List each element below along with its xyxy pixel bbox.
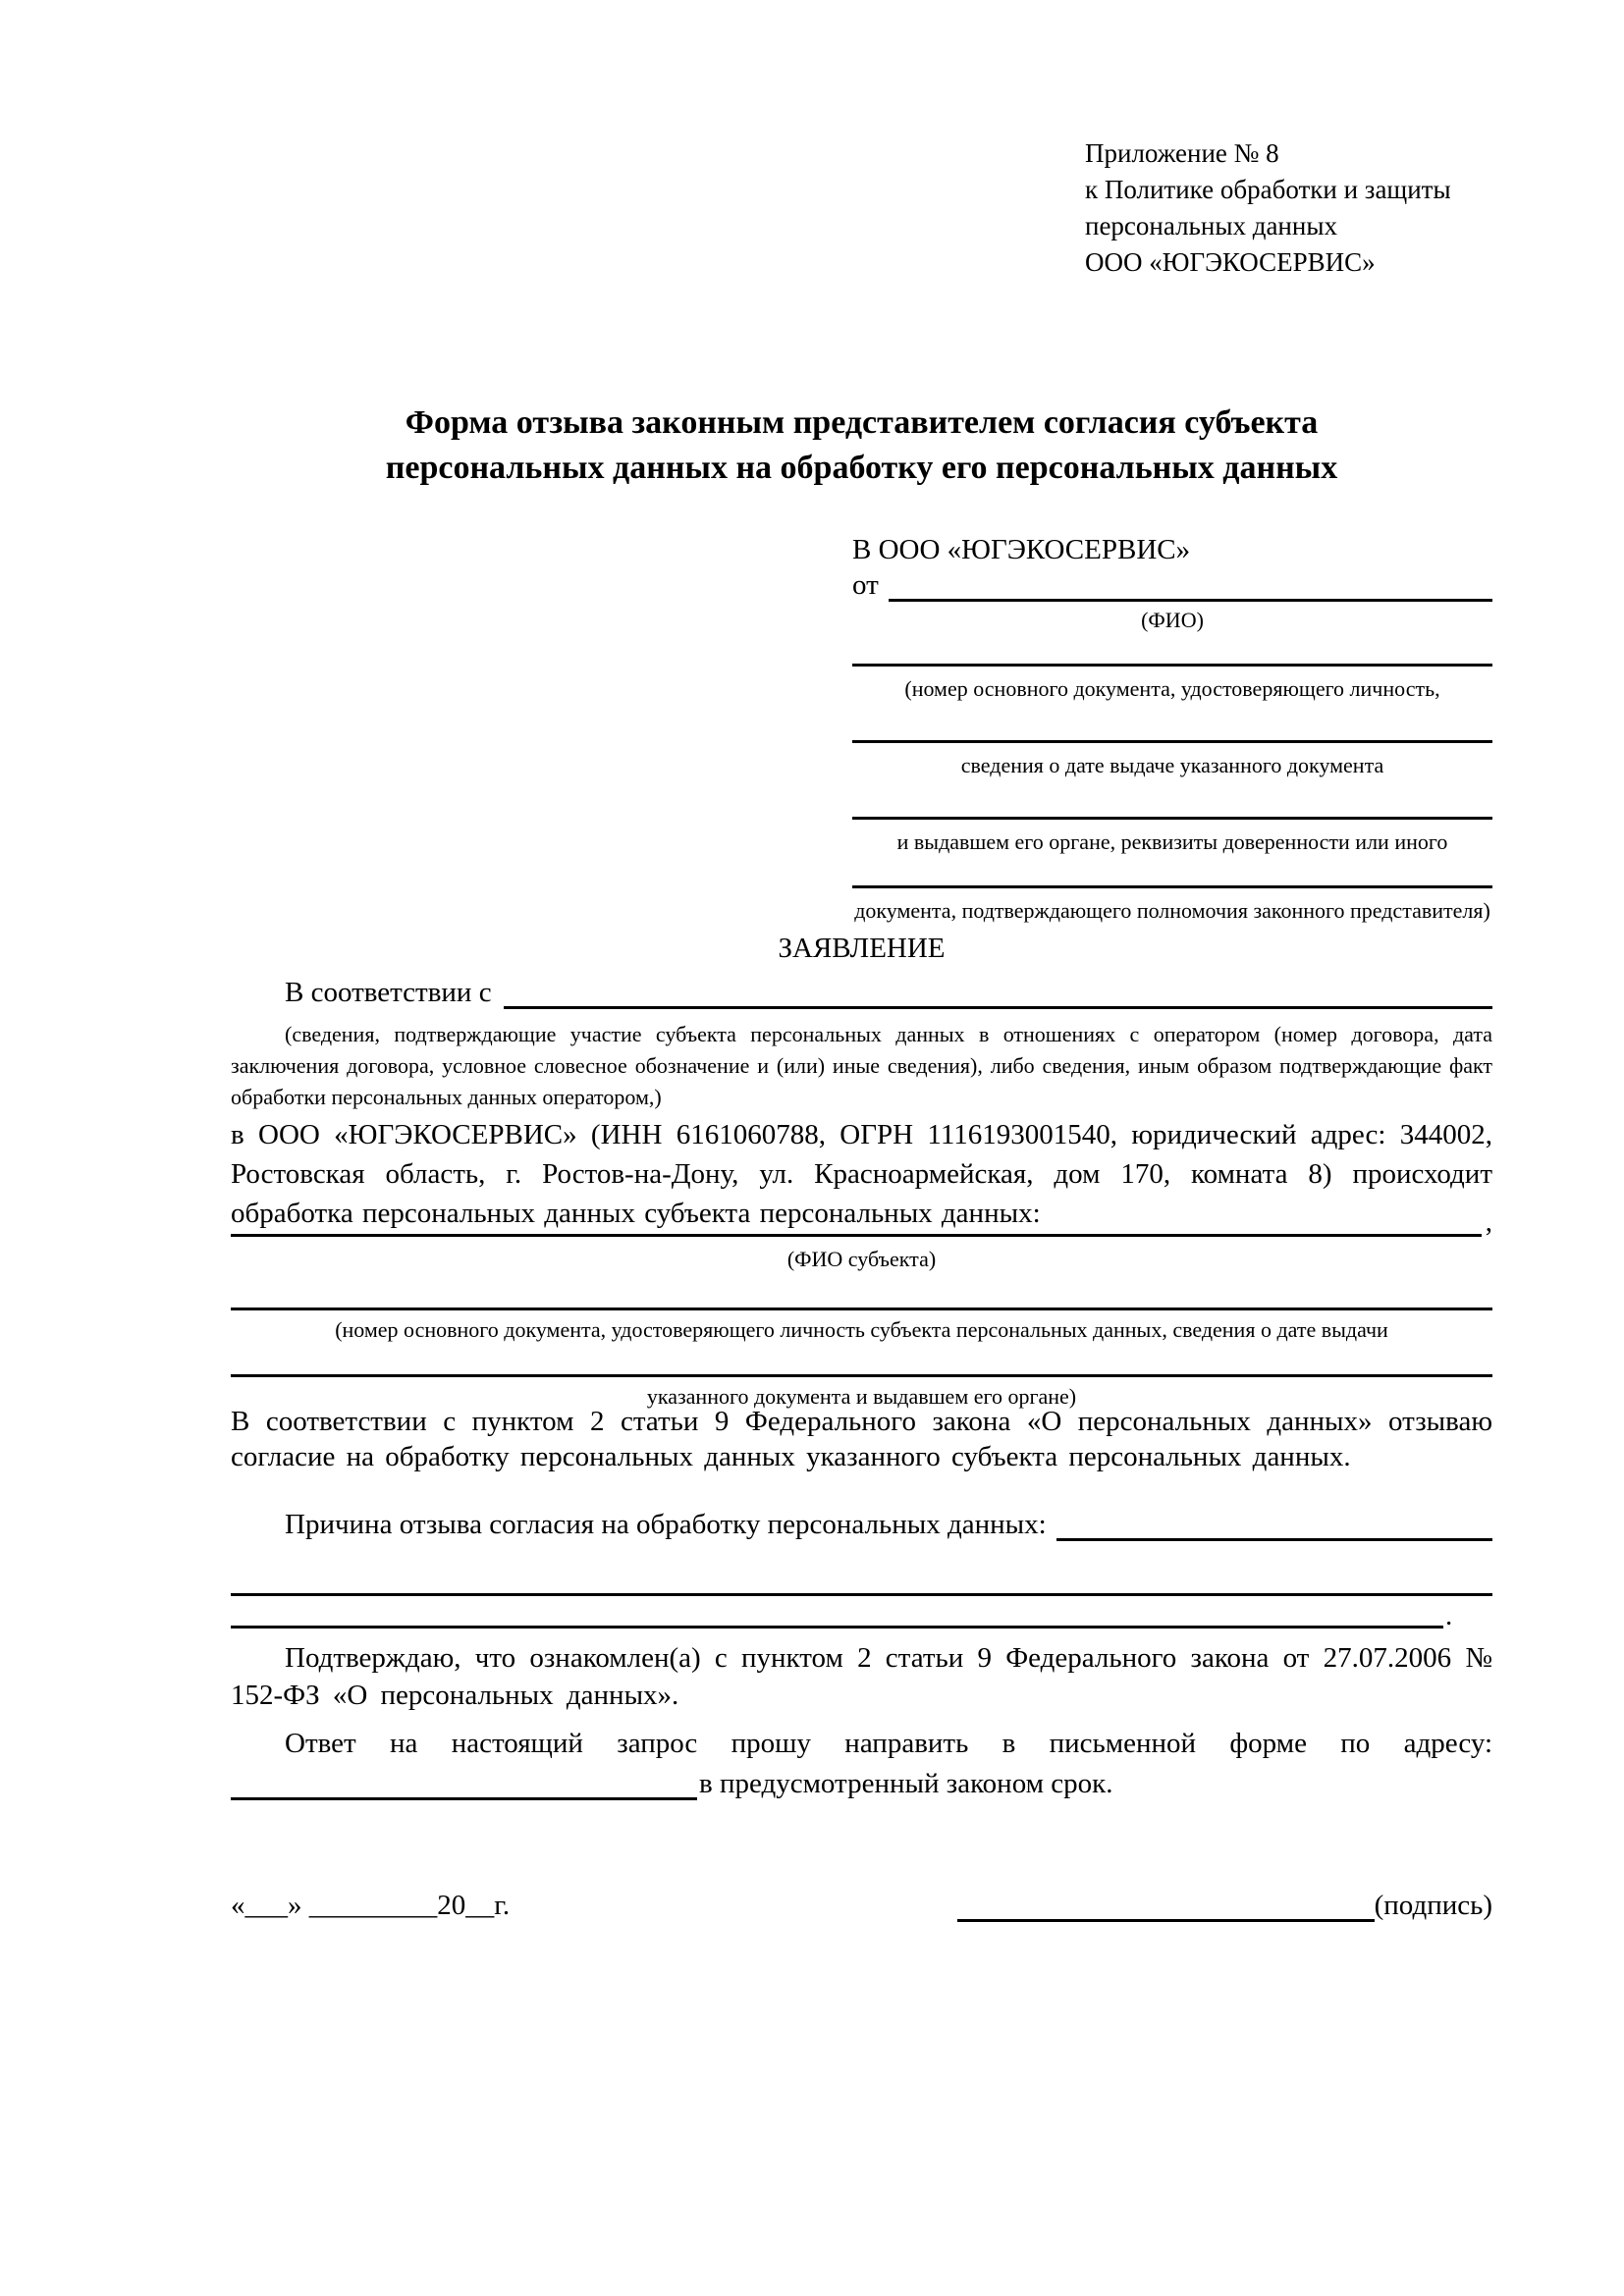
accordance-row [231, 976, 1492, 1009]
statement-heading: ЗАЯВЛЕНИЕ [778, 933, 946, 964]
small-note: (сведения, подтверждающие участие субъекта персональных данных в отношениях с оператором (номер договора, дата заключения договора, условное словесное обозначение и (или) иные сведения), либо сведения, иным образом подтверждающие факт обработки персональных данных оператором,) [231, 1022, 1492, 1109]
reply-address-row [231, 1767, 1492, 1800]
subject-name-row [231, 1203, 1492, 1237]
appendix-note-line: к Политике обработки и защиты [1085, 175, 1451, 204]
statement-body [231, 0, 1492, 2296]
reason-continuation-field-2[interactable] [231, 1626, 1443, 1629]
appendix-note-line: ООО «ЮГЭКОСЕРВИС» [1085, 247, 1376, 277]
accordance-basis-field[interactable] [504, 1006, 1492, 1009]
trailing-comma: , [1485, 1206, 1492, 1238]
reason-row [231, 1509, 1492, 1541]
subject-name-field[interactable] [231, 1234, 1482, 1237]
date-line: «___» _________20__г. [231, 1890, 511, 1921]
signature-caption: (подпись) [1374, 1890, 1492, 1921]
subject-fio-caption: (ФИО субъекта) [786, 1247, 937, 1271]
confirm-paragraph: Подтверждаю, что ознакомлен(а) с пунктом 2 статьи 9 Федерального закона от 27.07.2006 № 152-ФЗ «О персональных данных». [231, 1642, 1492, 1711]
document-caption-3: и выдавшем его органе, реквизиты доверенности или иного [896, 829, 1448, 854]
trailing-period: . [1445, 1600, 1453, 1631]
subject-document-field-1[interactable] [231, 1276, 1492, 1310]
operator-paragraph: в ООО «ЮГЭКОСЕРВИС» (ИНН 6161060788, ОГРН 1116193001540, юридический адрес: 344002, Ростовская область, г. Ростов-на-Дону, ул. Красноармейская, дом 170, комната 8) происходит обработка персональных данных субъекта персональных данных: [231, 1119, 1492, 1229]
accordance-label: В соответствии с [285, 977, 492, 1008]
reason-continuation-field-1[interactable] [231, 1562, 1492, 1596]
document-caption-4: документа, подтверждающего полномочия законного представителя) [854, 898, 1490, 923]
reply-paragraph-tail: в предусмотренный законом срок. [699, 1768, 1113, 1799]
signature-group [957, 1886, 1492, 1922]
reply-paragraph-line-1: Ответ на настоящий запрос прошу направить в письменной форме по адресу: [285, 1728, 1492, 1759]
addressee-to: В ООО «ЮГЭКОСЕРВИС» [852, 534, 1191, 565]
reply-address-field[interactable] [231, 1797, 697, 1800]
appendix-note-line: Приложение № 8 [1085, 138, 1279, 168]
document-caption-2: сведения о дате выдаче указанного документа [960, 753, 1384, 777]
from-label: от [852, 569, 879, 601]
subject-document-caption-1: (номер основного документа, удостоверяющего личность субъекта персональных данных, сведения о дате выдачи [335, 1317, 1388, 1342]
reason-field[interactable] [1056, 1538, 1492, 1541]
document-title-line: Форма отзыва законным представителем согласия субъекта [405, 404, 1319, 441]
signature-row [231, 1883, 1492, 1922]
reason-continuation-row [231, 1597, 1492, 1629]
appendix-note-line: персональных данных [1085, 211, 1337, 240]
subject-document-field-2[interactable] [231, 1347, 1492, 1377]
subject-document-caption-2: указанного документа и выдавшем его органе) [646, 1384, 1077, 1409]
document-title-line: персональных данных на обработку его персональных данных [385, 450, 1338, 486]
reason-label: Причина отзыва согласия на обработку персональных данных: [285, 1509, 1047, 1540]
withdraw-paragraph: В соответствии с пунктом 2 статьи 9 Федерального закона «О персональных данных» отзываю согласие на обработку персональных данных указанного субъекта персональных данных. [231, 1406, 1492, 1472]
signature-field[interactable] [957, 1886, 1375, 1922]
fio-caption: (ФИО) [1141, 608, 1204, 632]
document-caption-1: (номер основного документа, удостоверяющего личность, [904, 676, 1440, 701]
